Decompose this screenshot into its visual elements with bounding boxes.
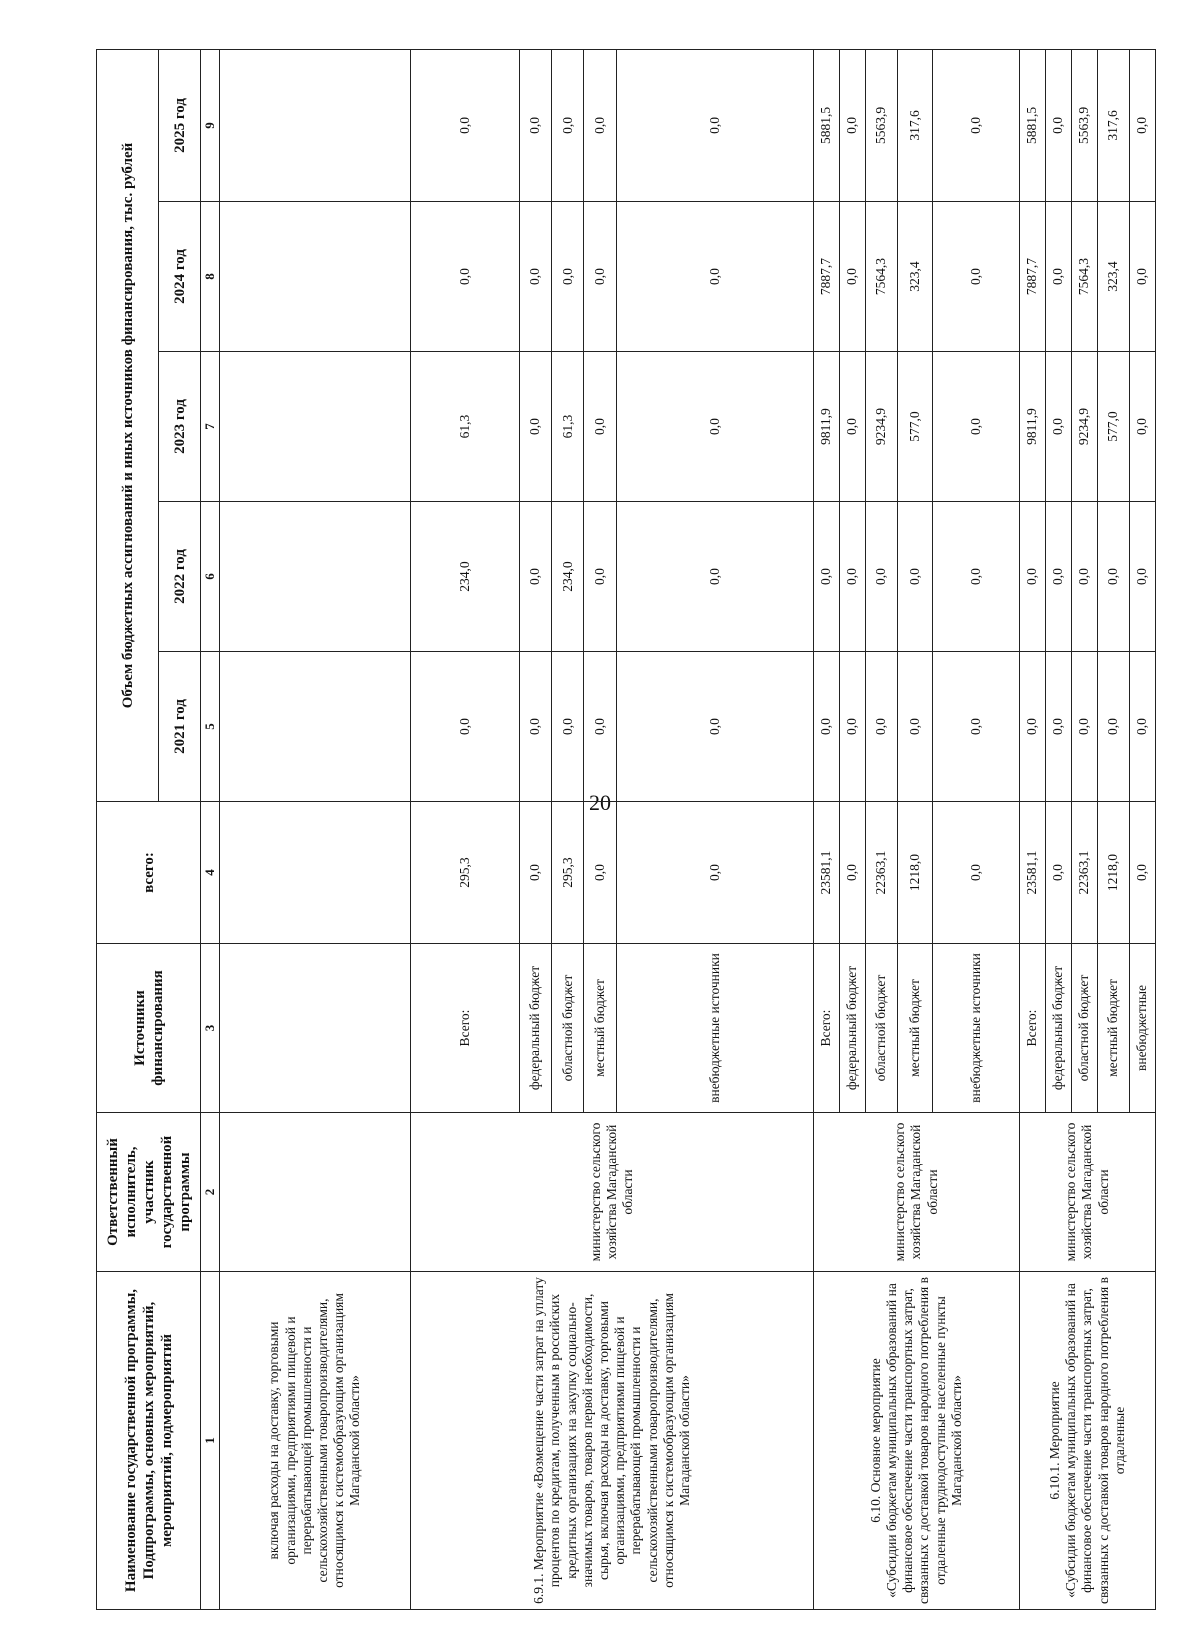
activity-6-10-title: 6.10. Основное мероприятие: [867, 1358, 883, 1523]
header-executor: Ответственный исполнитель, участник государственной программы: [97, 1113, 201, 1272]
value-cell: 0,0: [839, 352, 865, 502]
value-cell: 61,3: [551, 352, 583, 502]
value-cell: 234,0: [551, 502, 583, 652]
value-cell: 5881,5: [814, 49, 840, 201]
header-year: 2022 год: [159, 502, 201, 652]
value-cell: 0,0: [839, 502, 865, 652]
value-cell: 0,0: [519, 352, 551, 502]
value-cell: 0,0: [1045, 652, 1071, 802]
value-cell: 317,6: [1097, 49, 1129, 201]
value-cell: 0,0: [551, 202, 583, 352]
value-cell: 0,0: [616, 652, 813, 802]
value-cell: 0,0: [1130, 202, 1156, 352]
rotated-table-wrapper: [96, 50, 1156, 1610]
value-cell: 0,0: [1097, 652, 1129, 802]
value-cell: 295,3: [551, 802, 583, 944]
value-cell: 0,0: [616, 202, 813, 352]
value-cell: 23581,1: [1019, 802, 1045, 944]
value-cell: 1218,0: [898, 802, 933, 944]
value-cell: 0,0: [519, 652, 551, 802]
activity-6-10-1-description: «Субсидии бюджетам муниципальных образований на финансовое обеспечение части транспортных затрат, связанных с доставкой товаров народного потребления в отдаленные: [1063, 1277, 1127, 1605]
value-cell: 0,0: [1019, 652, 1045, 802]
value-cell: 0,0: [1130, 652, 1156, 802]
value-cell: 0,0: [584, 202, 616, 352]
value-cell: 577,0: [898, 352, 933, 502]
value-cell: 7887,7: [814, 202, 840, 352]
page-number: 20: [589, 790, 611, 815]
source-label: областной бюджет: [551, 944, 583, 1113]
activity-6-10-1-title: 6.10.1. Мероприятие: [1046, 1381, 1062, 1500]
empty-cell: [219, 202, 411, 352]
source-label: Всего:: [1019, 944, 1045, 1113]
value-cell: 0,0: [519, 502, 551, 652]
value-cell: 7887,7: [1019, 202, 1045, 352]
source-label: федеральный бюджет: [839, 944, 865, 1113]
value-cell: 0,0: [933, 352, 1019, 502]
header-volume: Объем бюджетных ассигнований и иных источников финансирования, тыс. рублей: [97, 49, 159, 801]
empty-cell: [219, 802, 411, 944]
value-cell: 0,0: [1130, 352, 1156, 502]
value-cell: 0,0: [1045, 802, 1071, 944]
activity-6-9-1-executor: министерство сельского хозяйства Магаданской области: [411, 1113, 814, 1272]
financing-table: [96, 49, 1156, 1610]
source-label: областной бюджет: [865, 944, 897, 1113]
value-cell: 234,0: [411, 502, 519, 652]
value-cell: 0,0: [519, 49, 551, 201]
value-cell: 295,3: [411, 802, 519, 944]
column-index: 3: [201, 944, 220, 1113]
value-cell: 0,0: [1130, 49, 1156, 201]
source-label: внебюджетные источники: [616, 944, 813, 1113]
value-cell: 577,0: [1097, 352, 1129, 502]
column-index: 6: [201, 502, 220, 652]
source-label: федеральный бюджет: [519, 944, 551, 1113]
value-cell: 0,0: [1097, 502, 1129, 652]
value-cell: 0,0: [551, 652, 583, 802]
value-cell: 0,0: [519, 202, 551, 352]
value-cell: 323,4: [1097, 202, 1129, 352]
continuation-name: [219, 1272, 411, 1610]
header-year: 2024 год: [159, 202, 201, 352]
value-cell: 0,0: [584, 502, 616, 652]
value-cell: 0,0: [898, 502, 933, 652]
empty-cell: [219, 652, 411, 802]
value-cell: 9234,9: [1071, 352, 1097, 502]
value-cell: 0,0: [839, 202, 865, 352]
value-cell: 0,0: [1045, 49, 1071, 201]
value-cell: 317,6: [898, 49, 933, 201]
value-cell: 0,0: [411, 49, 519, 201]
source-label: федеральный бюджет: [1045, 944, 1071, 1113]
value-cell: 22363,1: [865, 802, 897, 944]
empty-cell: [219, 352, 411, 502]
value-cell: 0,0: [933, 652, 1019, 802]
empty-cell: [219, 944, 411, 1113]
value-cell: 1218,0: [1097, 802, 1129, 944]
value-cell: 0,0: [616, 802, 813, 944]
source-label: внебюджетные: [1130, 944, 1156, 1113]
column-index: 5: [201, 652, 220, 802]
column-index: 9: [201, 49, 220, 201]
value-cell: 7564,3: [865, 202, 897, 352]
activity-6-10-name: [814, 1272, 1020, 1610]
header-year: 2023 год: [159, 352, 201, 502]
value-cell: 0,0: [1045, 202, 1071, 352]
activity-6-10-1-name: [1019, 1272, 1155, 1610]
value-cell: 23581,1: [814, 802, 840, 944]
column-index: 4: [201, 802, 220, 944]
source-label: областной бюджет: [1071, 944, 1097, 1113]
activity-6-10-executor: министерство сельского хозяйства Магаданской области: [814, 1113, 1020, 1272]
value-cell: 22363,1: [1071, 802, 1097, 944]
value-cell: 0,0: [814, 652, 840, 802]
value-cell: 61,3: [411, 352, 519, 502]
value-cell: 7564,3: [1071, 202, 1097, 352]
header-sources: Источники финансирования: [97, 944, 201, 1113]
value-cell: 0,0: [1130, 802, 1156, 944]
value-cell: 0,0: [584, 352, 616, 502]
source-label: местный бюджет: [1097, 944, 1129, 1113]
value-cell: 323,4: [898, 202, 933, 352]
value-cell: 5563,9: [865, 49, 897, 201]
value-cell: 9811,9: [1019, 352, 1045, 502]
value-cell: 0,0: [519, 802, 551, 944]
value-cell: 0,0: [584, 652, 616, 802]
header-year: 2021 год: [159, 652, 201, 802]
value-cell: 0,0: [865, 652, 897, 802]
value-cell: 5881,5: [1019, 49, 1045, 201]
value-cell: 0,0: [839, 802, 865, 944]
source-label: местный бюджет: [898, 944, 933, 1113]
continuation-name-text: включая расходы на доставку, торговыми организациями, предприятиями пищевой и перерабатывающей промышленности и сельскохозяйственными товаропроизводителями, относящимся к системообразующим организациям Магаданской области»: [266, 1293, 363, 1588]
value-cell: 9234,9: [865, 352, 897, 502]
value-cell: 0,0: [411, 652, 519, 802]
value-cell: 9811,9: [814, 352, 840, 502]
activity-6-10-1-executor: министерство сельского хозяйства Магаданской области: [1019, 1113, 1155, 1272]
value-cell: 0,0: [1130, 502, 1156, 652]
value-cell: 0,0: [933, 49, 1019, 201]
column-index: 7: [201, 352, 220, 502]
value-cell: 0,0: [616, 49, 813, 201]
source-label: Всего:: [814, 944, 840, 1113]
column-index: 2: [201, 1113, 220, 1272]
value-cell: 0,0: [584, 802, 616, 944]
empty-cell: [219, 502, 411, 652]
value-cell: 5563,9: [1071, 49, 1097, 201]
value-cell: 0,0: [839, 49, 865, 201]
value-cell: 0,0: [1071, 502, 1097, 652]
header-name: Наименование государственной программы, Подпрограммы, основных мероприятий, мероприятий, подмероприятий: [97, 1272, 201, 1610]
value-cell: 0,0: [616, 502, 813, 652]
source-label: местный бюджет: [584, 944, 616, 1113]
source-label: внебюджетные источники: [933, 944, 1019, 1113]
column-index: 1: [201, 1272, 220, 1610]
empty-cell: [219, 49, 411, 201]
value-cell: 0,0: [933, 802, 1019, 944]
value-cell: 0,0: [551, 49, 583, 201]
value-cell: 0,0: [839, 652, 865, 802]
value-cell: 0,0: [616, 352, 813, 502]
source-label: Всего:: [411, 944, 519, 1113]
activity-6-10-description: «Субсидии бюджетам муниципальных образований на финансовое обеспечение части транспортных затрат, связанных с доставкой товаров народного потребления в отдаленные труднодоступные населенные пункты Магаданской области»: [884, 1277, 964, 1605]
value-cell: 0,0: [1019, 502, 1045, 652]
value-cell: 0,0: [411, 202, 519, 352]
value-cell: 0,0: [898, 652, 933, 802]
column-index: 8: [201, 202, 220, 352]
header-year: 2025 год: [159, 49, 201, 201]
value-cell: 0,0: [1045, 502, 1071, 652]
empty-cell: [219, 1113, 411, 1272]
value-cell: 0,0: [933, 502, 1019, 652]
value-cell: 0,0: [1071, 652, 1097, 802]
header-total: всего:: [97, 802, 201, 944]
value-cell: 0,0: [814, 502, 840, 652]
value-cell: 0,0: [584, 49, 616, 201]
value-cell: 0,0: [865, 502, 897, 652]
activity-6-9-1-name: 6.9.1. Мероприятие «Возмещение части затрат на уплату процентов по кредитам, полученным в российских кредитных организациях на закупку социально-значимых товаров, товаров первой необходимости, сырья, включая расходы на доставку, торговыми организациями, предприятиями пищевой и перерабатывающей промышленности и сельскохозяйственными товаропроизводителями, относящимся к системообразующим организациям Магаданской области»: [411, 1272, 814, 1610]
value-cell: 0,0: [933, 202, 1019, 352]
value-cell: 0,0: [1045, 352, 1071, 502]
